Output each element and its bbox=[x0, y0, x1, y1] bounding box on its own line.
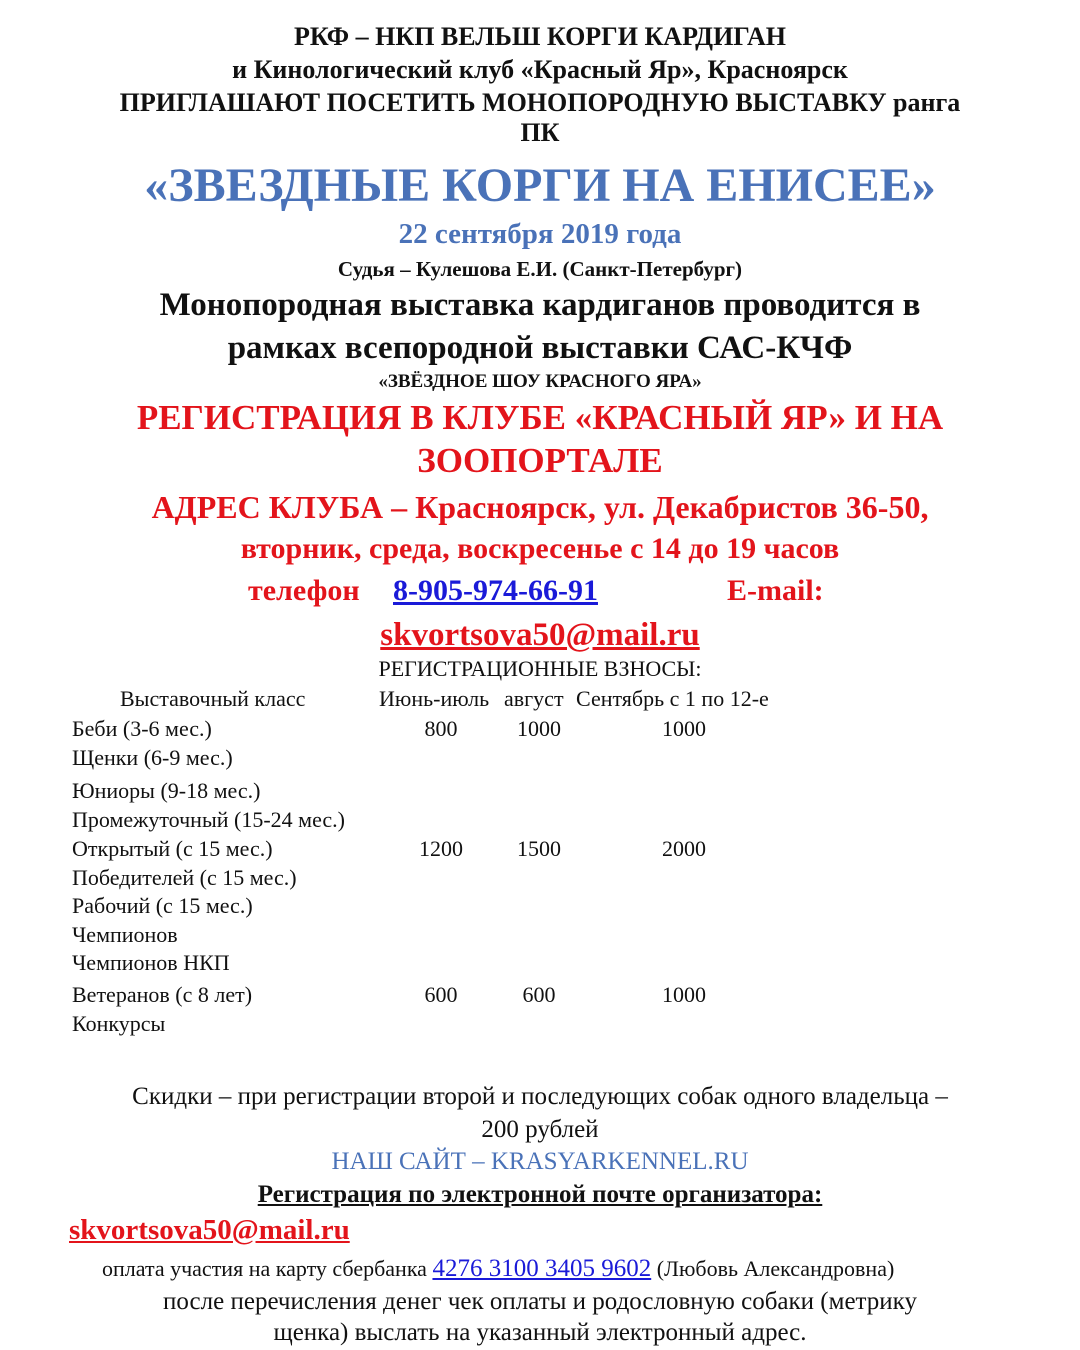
event-title: «ЗВЕЗДНЫЕ КОРГИ НА ЕНИСЕЕ» bbox=[144, 159, 936, 212]
header-line-4: ПК bbox=[520, 118, 560, 147]
col-august: август bbox=[504, 686, 564, 711]
fee-row-label: Чемпионов bbox=[72, 922, 178, 947]
fee-row-label: Победителей (с 15 мес.) bbox=[72, 865, 297, 890]
fee-row-label: Ветеранов (с 8 лет) bbox=[72, 982, 253, 1007]
fee-value-june-july: 1200 bbox=[419, 836, 463, 861]
payment-line-3: щенка) выслать на указанный электронный адрес. bbox=[273, 1319, 807, 1346]
judge-info: Судья – Кулешова Е.И. (Санкт-Петербург) bbox=[337, 257, 743, 281]
fee-row-label: Чемпионов НКП bbox=[72, 950, 230, 975]
fee-value-august: 1000 bbox=[517, 716, 561, 741]
fee-value-september: 1000 bbox=[662, 982, 706, 1007]
payment-line-2: после перечисления денег чек оплаты и родословную собаки (метрику bbox=[163, 1288, 917, 1315]
payment-prefix: оплата участия на карту сбербанка bbox=[102, 1256, 427, 1281]
mono-line-2: рамках всепородной выставки САС-КЧФ bbox=[227, 330, 853, 366]
fee-value-september: 2000 bbox=[662, 836, 706, 861]
fee-value-june-july: 800 bbox=[424, 716, 458, 741]
header-line-3: ПРИГЛАШАЮТ ПОСЕТИТЬ МОНОПОРОДНУЮ ВЫСТАВКУ ранга bbox=[119, 88, 961, 117]
fee-value-june-july: 600 bbox=[424, 982, 458, 1007]
phone-link[interactable]: 8-905-974-66-91 bbox=[393, 574, 598, 607]
discount-line-1: Скидки – при регистрации второй и последующих собак одного владельца – bbox=[132, 1083, 948, 1110]
registration-line-1: РЕГИСТРАЦИЯ В КЛУБЕ «КРАСНЫЙ ЯР» И НА bbox=[136, 398, 944, 437]
email-reg-heading: Регистрация по электронной почте организатора: bbox=[257, 1181, 823, 1208]
show-name: «ЗВЁЗДНОЕ ШОУ КРАСНОГО ЯРА» bbox=[378, 371, 702, 392]
phone-label: телефон bbox=[248, 574, 360, 607]
fee-row-label: Рабочий (с 15 мес.) bbox=[72, 893, 253, 918]
fee-row-label: Беби (3-6 мес.) bbox=[72, 716, 212, 741]
email-link-bottom[interactable]: skvortsova50@mail.ru bbox=[69, 1214, 350, 1246]
fee-row-label: Щенки (6-9 мес.) bbox=[72, 745, 233, 770]
fee-row-label: Открытый (с 15 мес.) bbox=[72, 836, 273, 861]
fee-value-august: 600 bbox=[522, 982, 556, 1007]
site-link[interactable]: НАШ САЙТ – KRASYARKENNEL.RU bbox=[331, 1148, 749, 1175]
col-june-july: Июнь-июль bbox=[379, 686, 490, 711]
fees-heading: РЕГИСТРАЦИОННЫЕ ВЗНОСЫ: bbox=[378, 656, 702, 681]
club-hours: вторник, среда, воскресенье с 14 до 19 часов bbox=[240, 532, 840, 565]
fee-row-label: Юниоры (9-18 мес.) bbox=[72, 778, 261, 803]
fee-row-label: Промежуточный (15-24 мес.) bbox=[72, 807, 345, 832]
club-address: АДРЕС КЛУБА – Красноярск, ул. Декабристов 36-50, bbox=[151, 489, 929, 525]
email-label: E-mail: bbox=[727, 574, 824, 607]
payment-line-1 bbox=[102, 1255, 894, 1283]
event-date: 22 сентября 2019 года bbox=[398, 218, 682, 250]
card-number-link[interactable]: 4276 3100 3405 9602 bbox=[432, 1255, 652, 1282]
fee-value-august: 1500 bbox=[517, 836, 561, 861]
col-september: Сентябрь с 1 по 12-е bbox=[576, 686, 769, 711]
header-line-2: и Кинологический клуб «Красный Яр», Красноярск bbox=[232, 55, 848, 84]
card-holder: (Любовь Александровна) bbox=[656, 1256, 895, 1281]
discount-line-2: 200 рублей bbox=[481, 1116, 599, 1143]
col-class: Выставочный класс bbox=[120, 686, 306, 711]
fee-value-september: 1000 bbox=[662, 716, 706, 741]
header-line-1: РКФ – НКП ВЕЛЬШ КОРГИ КАРДИГАН bbox=[293, 22, 787, 51]
registration-line-2: ЗООПОРТАЛЕ bbox=[417, 441, 663, 480]
mono-line-1: Монопородная выставка кардиганов проводится в bbox=[159, 287, 921, 323]
fee-row-label: Конкурсы bbox=[72, 1011, 166, 1036]
email-link-top[interactable]: skvortsova50@mail.ru bbox=[380, 617, 700, 653]
